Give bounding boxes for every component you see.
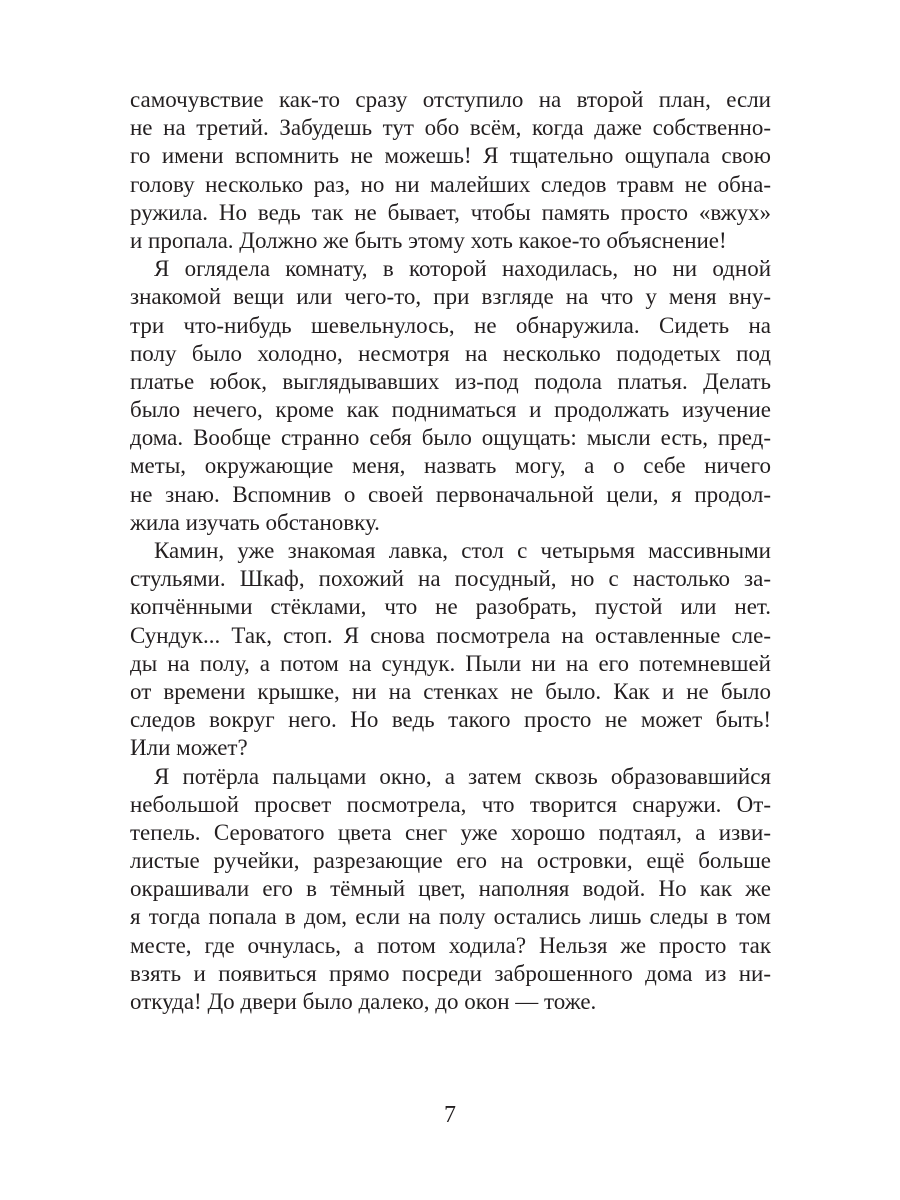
text-line: месте, где очнулась, а потом ходила? Нельзя же просто так [130, 932, 771, 958]
text-line: три что-нибудь шевельнулось, не обнаружила. Сидеть на [130, 312, 771, 338]
text-line: полу было холодно, несмотря на несколько пододетых под [130, 340, 771, 366]
text-line: копчёнными стёклами, что не разобрать, пустой или нет. [130, 594, 771, 620]
text-line: платье юбок, выглядывавших из-под подола платья. Делать [130, 368, 771, 394]
text-line: взять и появиться прямо посреди заброшенного дома из ни- [130, 960, 771, 986]
text-line: окрашивали его в тёмный цвет, наполняя водой. Но как же [130, 876, 771, 902]
text-line: меты, окружающие меня, назвать могу, а о себе ничего [130, 453, 771, 479]
text-line: и пропала. Должно же быть этому хоть какое-то объяснение! [130, 227, 727, 253]
text-line: жила изучать обстановку. [130, 509, 380, 535]
text-line: не на третий. Забудешь тут обо всём, когда даже собственно- [130, 115, 771, 141]
text-line: Или может? [130, 735, 248, 761]
page-body-text [130, 86, 771, 1016]
page-number: 7 [444, 1102, 456, 1128]
text-line: самочувствие как-то сразу отступило на второй план, если [130, 87, 771, 112]
text-line: Я оглядела комнату, в которой находилась, но ни одной [154, 256, 771, 282]
text-line: Камин, уже знакомая лавка, стол с четырьмя массивными [154, 538, 771, 563]
text-line: следов вокруг него. Но ведь такого просто не может быть! [130, 707, 771, 733]
paragraph [130, 763, 771, 1017]
paragraph [130, 86, 771, 255]
text-line: знакомой вещи или чего-то, при взгляде на что у меня вну- [130, 284, 771, 310]
text-line: откуда! До двери было далеко, до окон — тоже. [130, 989, 597, 1014]
text-line: я тогда попала в дом, если на полу остались лишь следы в том [130, 904, 771, 930]
text-line: от времени крышке, ни на стенках не было. Как и не было [130, 678, 771, 704]
paragraph [130, 255, 771, 537]
text-line: не знаю. Вспомнив о своей первоначальной цели, я продол- [130, 481, 771, 507]
text-line: стульями. Шкаф, похожий на посудный, но с настолько за- [130, 566, 771, 592]
text-line: голову несколько раз, но ни малейших следов травм не обна- [130, 171, 771, 197]
text-line: го имени вспомнить не можешь! Я тщательно ощупала свою [130, 143, 771, 169]
text-line: было нечего, кроме как подниматься и продолжать изучение [130, 397, 771, 423]
text-line: ружила. Но ведь так не бывает, чтобы память просто «вжух» [130, 199, 771, 225]
text-line: Я потёрла пальцами окно, а затем сквозь образовавшийся [154, 763, 771, 789]
text-line: тепель. Сероватого цвета снег уже хорошо подтаял, а изви- [130, 819, 771, 845]
text-line: ды на полу, а потом на сундук. Пыли ни на его потемневшей [130, 650, 771, 676]
paragraph [130, 537, 771, 763]
text-line: листые ручейки, разрезающие его на островки, ещё больше [130, 848, 771, 874]
text-line: дома. Вообще странно себя было ощущать: мысли есть, пред- [130, 425, 771, 451]
text-line: Сундук... Так, стоп. Я снова посмотрела на оставленные сле- [130, 622, 771, 648]
text-line: небольшой просвет посмотрела, что творится снаружи. От- [130, 791, 771, 817]
